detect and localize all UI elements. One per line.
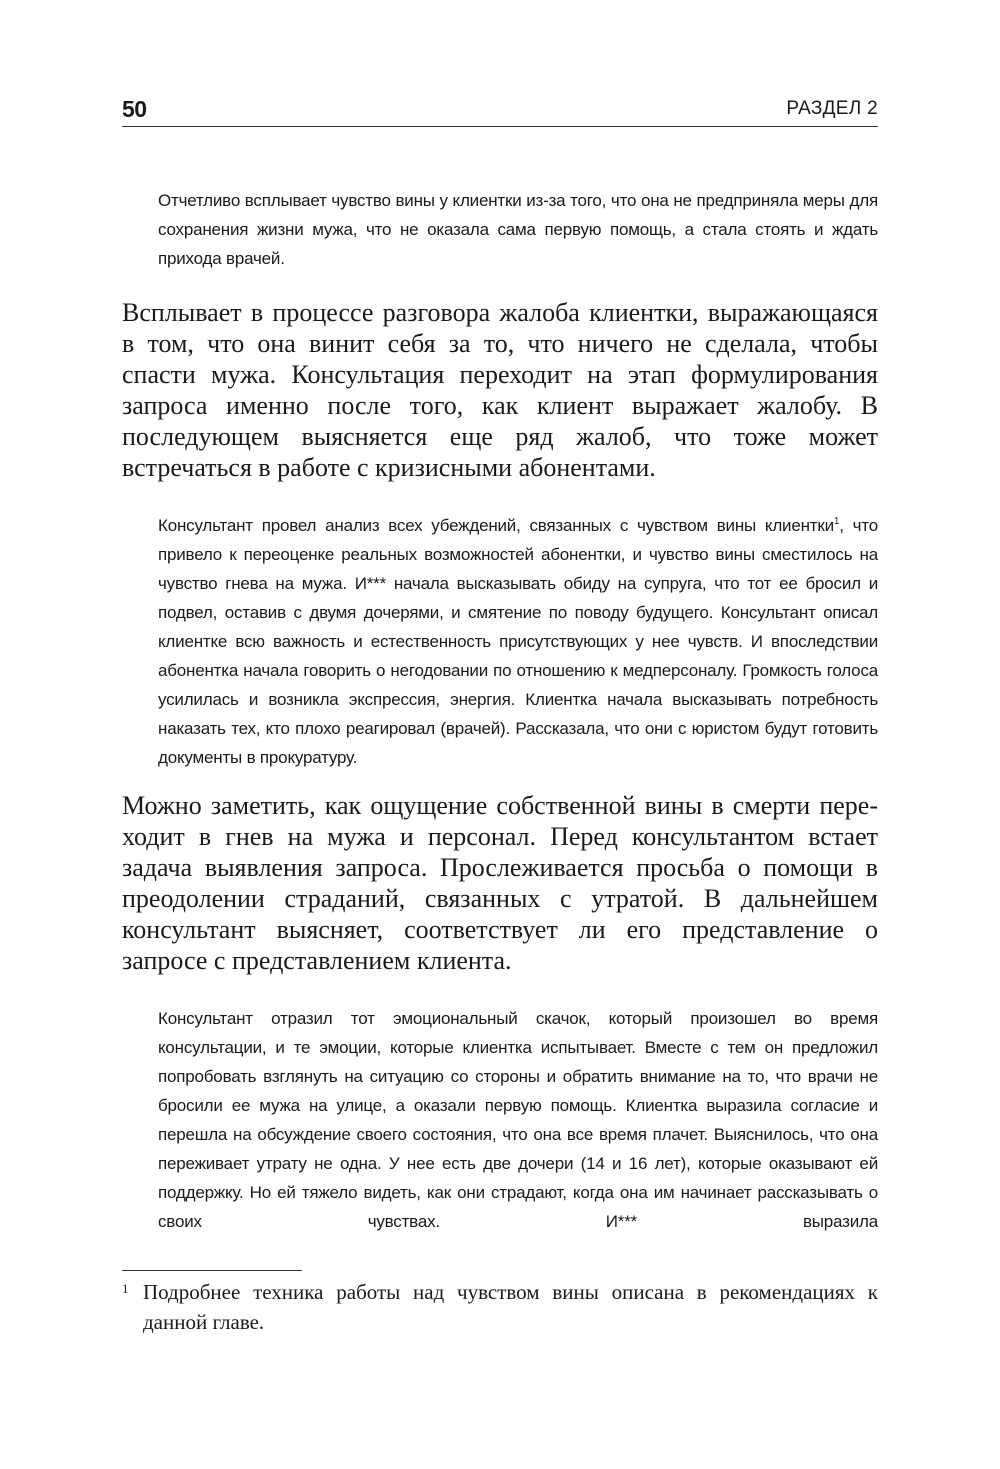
case-note-1: Отчетливо всплывает чувство вины у клиентки из-за того, что она не предприняла меры для сохранения жизни мужа, что не оказала сама первую помощь, а стала стоять и ждать прихода врачей.	[158, 191, 878, 268]
page-header	[122, 96, 878, 127]
case-note-3: Консультант отразил тот эмоциональный скачок, который произошел во время консультации, и те эмоции, которые клиентка испытывает. Вместе с тем он предложил попробовать взглянуть на ситуацию со стороны и обратить внимание на то, что врачи не бросили ее мужа на улице, а оказали первую помощь. Клиентка выразила согласие и перешла на обсуждение своего состояния, что она все время плачет. Выяснилось, что она переживает утрату не одна. У нее есть две дочери (14 и 16 лет), которые оказывают ей поддержку. Но ей тяжело видеть, как они страдают, когда она им начинает рассказывать о своих чувствах. И*** выразила	[158, 1009, 878, 1231]
footnote-reference[interactable]: 1	[833, 516, 840, 527]
case-note-2	[158, 511, 878, 772]
case-note-2-text-after-ref: , что привело к переоценке реальных возможностей абонентки, и чувство вины сместилось на чувство гнева на мужа. И*** начала высказывать обиду на супруга, что тот ее бросил и подвел, оставив с двумя дочерями, и смятение по поводу будущего. Консультант описал клиентке всю важность и естественность присутствующих у нее чувств. И впоследствии абонентка начала говорить о негодовании по отношению к медперсоналу. Громкость голоса усилилась и возникла экспрессия, энергия. Клиентка начала высказывать потребность наказать тех, кто плохо реагировал (врачей). Рассказала, что они с юристом будут готовить документы в прокуратуру.	[158, 516, 878, 767]
body-paragraph-1: Всплывает в процессе разговора жалоба клиентки, выражающаяся в том, что она винит себя за то, что ничего не сделала, чтобы спасти мужа. Консультация переходит на этап формулирования запроса именно после того, как клиент выражает жалобу. В последующем выясняется еще ряд жалоб, что тоже может встречаться в работе с кризисными абонентами.	[122, 298, 878, 482]
page-number: 50	[122, 96, 147, 122]
footnote	[122, 1277, 878, 1337]
footnote-divider	[122, 1270, 302, 1271]
case-note-2-text-before-ref: Консультант провел анализ всех убеждений, связанных с чувством вины клиентки	[158, 516, 834, 535]
footnote-marker: 1	[122, 1281, 129, 1296]
footnote-text: Подробнее техника работы над чувством вины описана в рекомендациях к данной главе.	[143, 1280, 878, 1334]
section-label: РАЗДЕЛ 2	[786, 98, 878, 119]
body-paragraph-2: Можно заметить, как ощущение собственной вины в смерти переходит в гнев на мужа и персонал. Перед консультантом встает задача выявления запроса. Прослеживается просьба о помощи в преодолении страданий, связанных с утратой. В дальнейшем консультант выясняет, соответствует ли его представление о запросе с представлением клиента.	[122, 791, 878, 975]
